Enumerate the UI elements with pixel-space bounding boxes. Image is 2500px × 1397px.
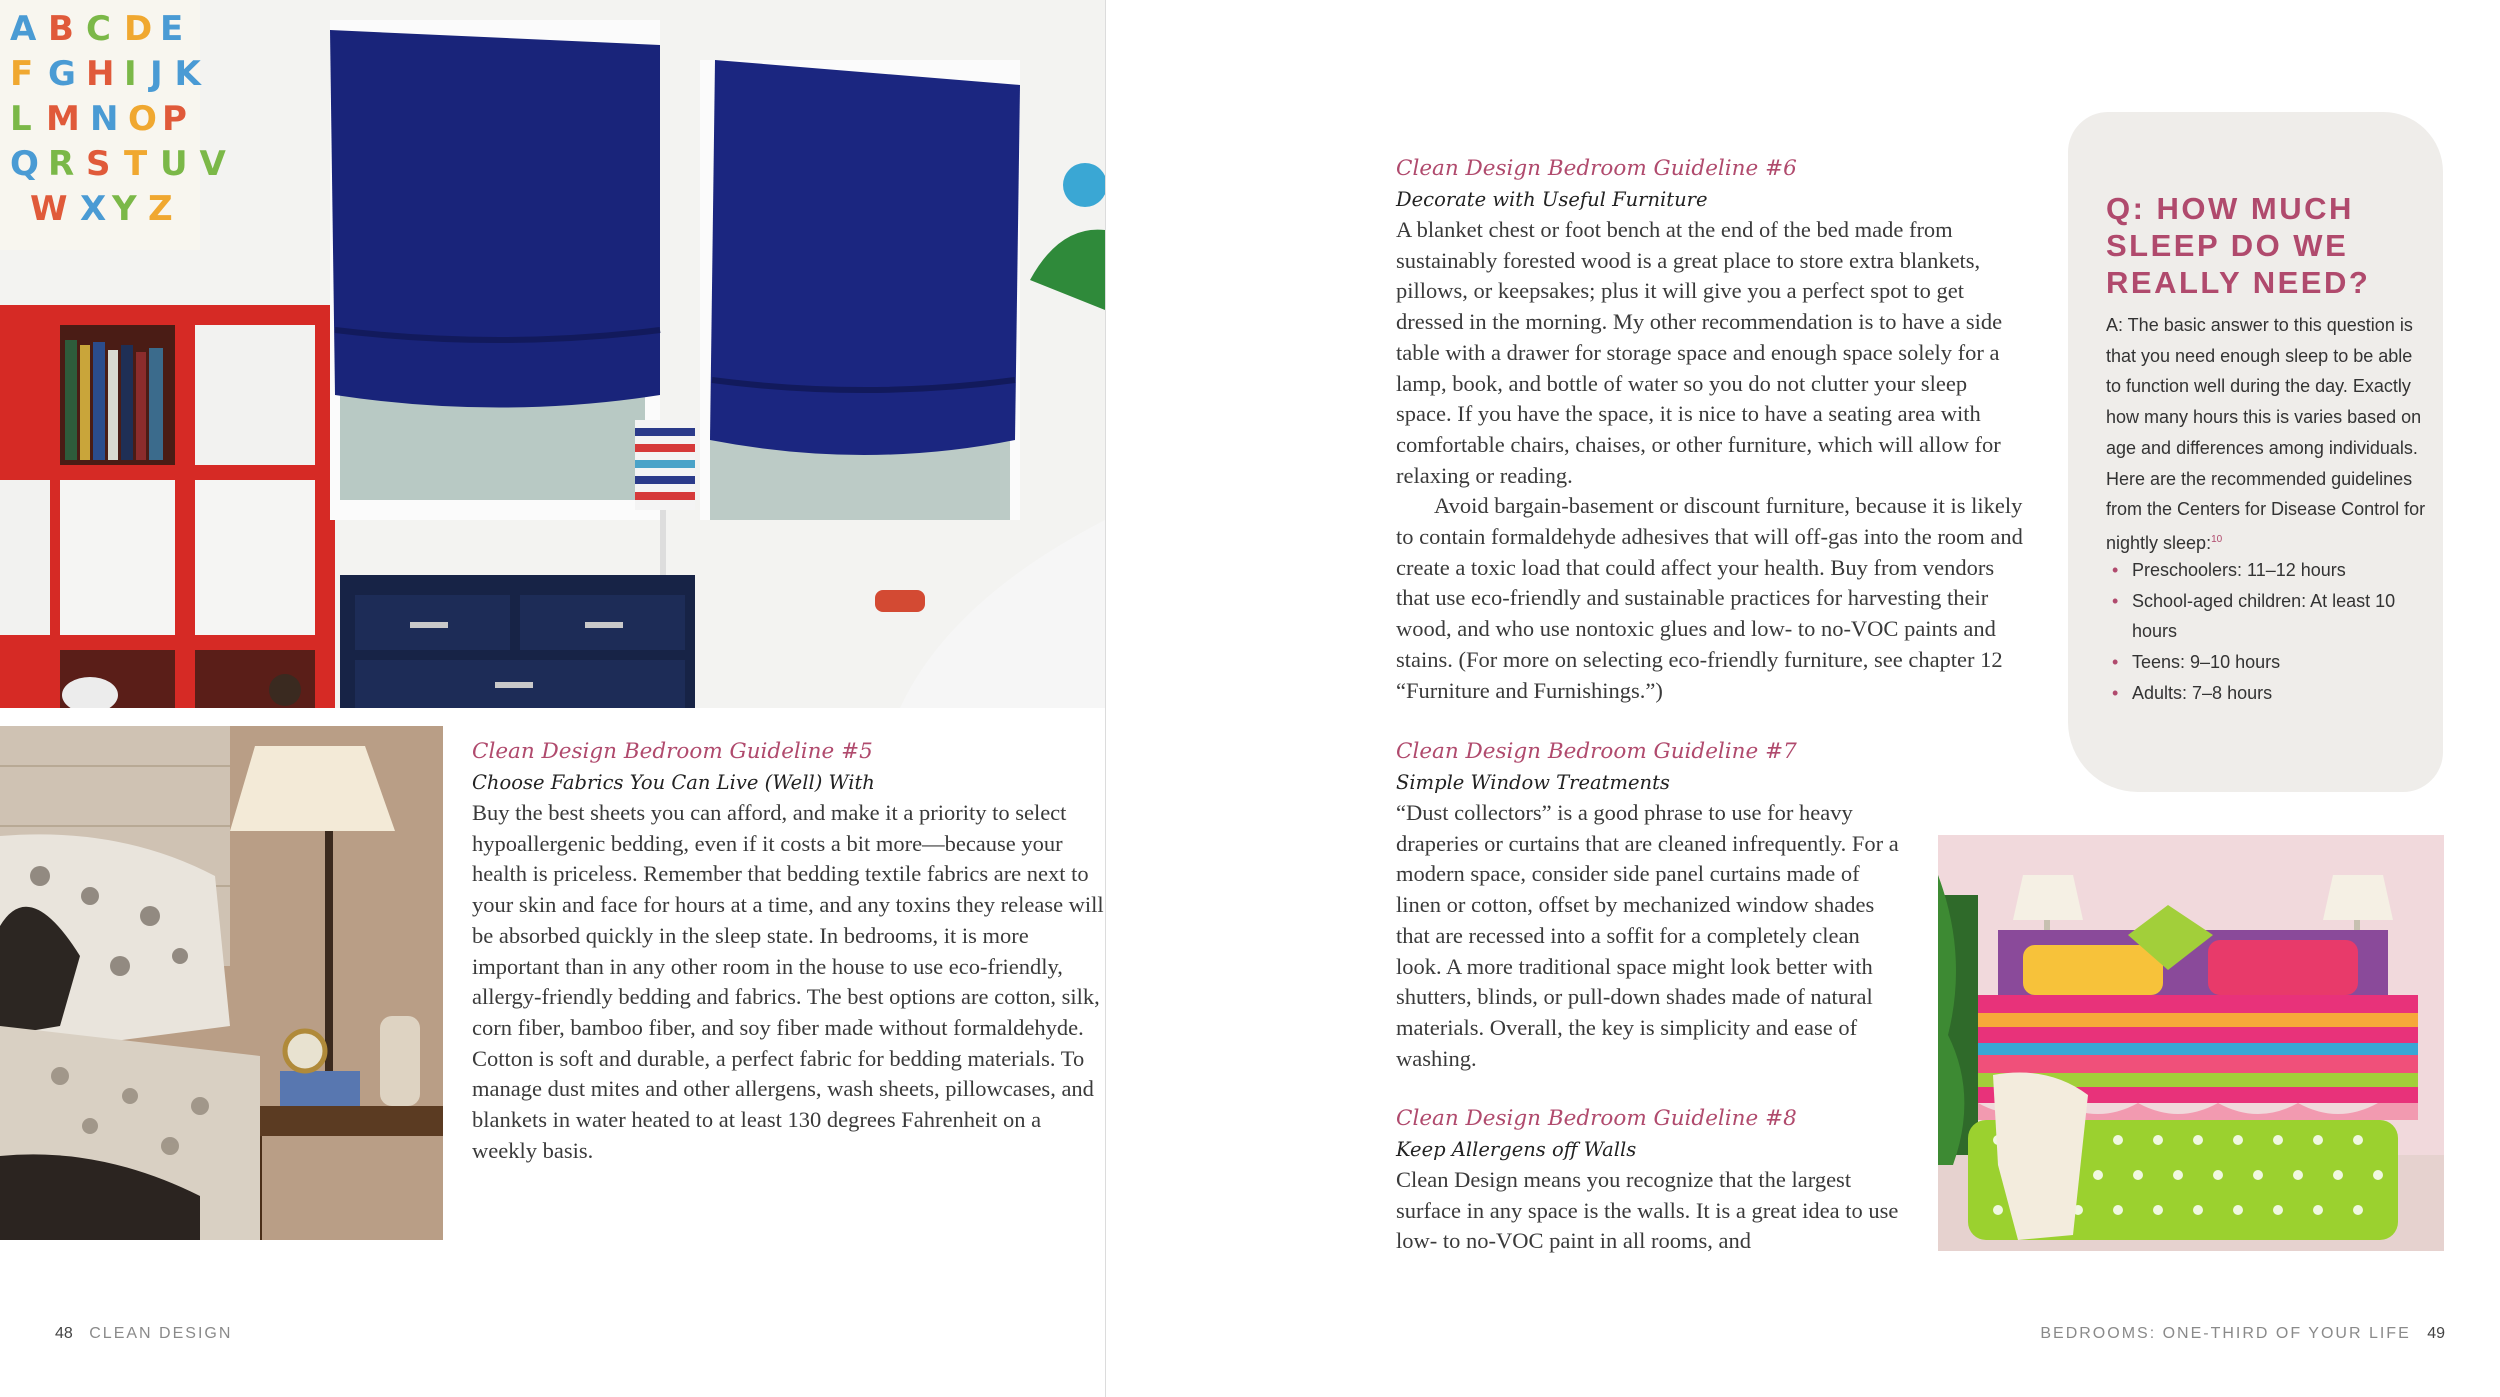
svg-text:Y: Y [112,189,137,229]
guideline-6-title: Clean Design Bedroom Guideline #6 [1396,156,1797,181]
list-item: • Preschoolers: 11–12 hours [2106,555,2426,586]
right-page-number: 49 [2427,1325,2445,1342]
guideline-5-body: Buy the best sheets you can afford, and make it a priority to select hypoallergenic bedding, even if it costs a bit more—because your health is priceless. Remember that bedding textile fabrics are next to your skin and face for hours at a time, and any toxins they release will be absorbed quickly in the sleep state. In bedrooms, it is more important than in any other room in the house to use eco-friendly, allergy-friendly bedding and fabrics. The best options are cotton, silk, corn fiber, bamboo fiber, and soy fiber made without formaldehyde. Cotton is soft and durable, a perfect fabric for bedding materials. To manage dust mites and other allergens, wash sheets, pillowcases, and blankets in water heated to at least 130 degrees Fahrenheit on a weekly basis. [472,800,1104,1163]
left-footer [45,1325,232,1343]
svg-text:F: F [10,54,34,94]
guideline-6-subtitle: Decorate with Useful Furniture [1396,188,1708,211]
svg-text:Q: Q [10,144,39,184]
svg-text:U V: U V [160,144,226,184]
guideline-7 [1396,736,1906,1074]
svg-text:O: O [128,99,157,139]
svg-text:H: H [86,54,115,94]
guideline-8 [1396,1103,1906,1257]
sidebar-answer [2106,310,2431,559]
colorful-bed-photo [1938,835,2444,1251]
svg-text:C: C [86,9,111,49]
list-item: • School-aged children: At least 10 hours [2106,586,2426,647]
svg-text:N: N [90,99,119,139]
sidebar-answer-text: A: The basic answer to this question is that you need enough sleep to be able to function well during the day. Exactly how many hours this is varies based on age and differences among individuals. Here are the recommended guidelines from the Centers for Disease Control for nightly sleep: [2106,315,2426,553]
svg-text:S: S [86,144,111,184]
guideline-6-paragraph-1: A blanket chest or foot bench at the end of the bed made from sustainably forested wood is a great place to store extra blankets, pillows, or keepsakes; plus it will give you a perfect spot to get dressed in the morning. My other recommendation is to have a side table with a drawer for storage space and enough space solely for a lamp, book, and bottle of water so you do not clutter your sleep space. If you have the space, it is nice to have a seating area with comfortable chairs, chaises, or other furniture, which will allow for relaxing or reading. [1396,217,2003,488]
svg-text:A: A [10,9,37,49]
guideline-7-body: “Dust collectors” is a good phrase to use for heavy draperies or curtains that are cleaned infrequently. For a modern space, consider side panel curtains made of linen or cotton, offset by mechanized window shades that are recessed into a soffit for a completely clean look. A more traditional space might look better with shutters, blinds, or pull-down shades made of natural materials. Overall, the key is simplicity and ease of washing. [1396,800,1899,1071]
guideline-8-title: Clean Design Bedroom Guideline #8 [1396,1106,1797,1131]
guideline-7-title: Clean Design Bedroom Guideline #7 [1396,739,1797,764]
guideline-5-title: Clean Design Bedroom Guideline #5 [472,739,873,764]
guideline-7-subtitle: Simple Window Treatments [1396,771,1670,794]
left-page-number: 48 [55,1325,73,1342]
left-running-head: CLEAN DESIGN [89,1325,233,1342]
guideline-8-body: Clean Design means you recognize that the largest surface in any space is the walls. It is a great idea to use low- to no-VOC paint in all rooms, and [1396,1167,1899,1254]
guideline-6-paragraph-2: Avoid bargain-basement or discount furniture, because it is likely to contain formaldehyde adhesives that will off-gas into the room and create a toxic load that could affect your health. Buy from vendors that use eco-friendly and sustainable practices for harvesting their wood, and who use nontoxic glues and low- to no-VOC paints and stains. (For more on selecting eco-friendly furniture, see chapter 12 “Furniture and Furnishings.”) [1396,493,2023,703]
svg-text:G: G [48,54,76,94]
svg-text:I: I [124,54,137,94]
svg-text:J K: J K [150,54,201,94]
bedside-photo [0,726,443,1240]
svg-text:T: T [124,144,148,184]
svg-text:W: W [30,189,68,229]
left-page [0,0,1105,1397]
footnote-marker: 10 [2211,533,2223,545]
svg-text:X: X [80,189,107,229]
kids-bedroom-photo [0,0,1105,708]
guideline-6 [1396,153,2026,706]
svg-text:P: P [162,99,187,139]
right-footer [2040,1325,2455,1343]
svg-text:E: E [160,9,184,49]
guideline-8-subtitle: Keep Allergens off Walls [1396,1138,1637,1161]
guideline-5-subtitle: Choose Fabrics You Can Live (Well) With [472,771,875,794]
list-item: • Adults: 7–8 hours [2106,678,2426,709]
sidebar-question: Q: HOW MUCH SLEEP DO WE REALLY NEED? [2106,191,2371,300]
svg-text:M: M [46,99,80,139]
svg-text:D: D [124,9,153,49]
svg-text:L: L [10,99,32,139]
svg-text:R: R [48,144,75,184]
svg-text:B: B [48,9,74,49]
list-item: • Teens: 9–10 hours [2106,647,2426,678]
svg-text:Z: Z [148,189,173,229]
right-running-head: BEDROOMS: ONE-THIRD OF YOUR LIFE [2040,1325,2411,1342]
guideline-5 [472,736,1104,1166]
sleep-guidelines-list [2106,555,2426,709]
